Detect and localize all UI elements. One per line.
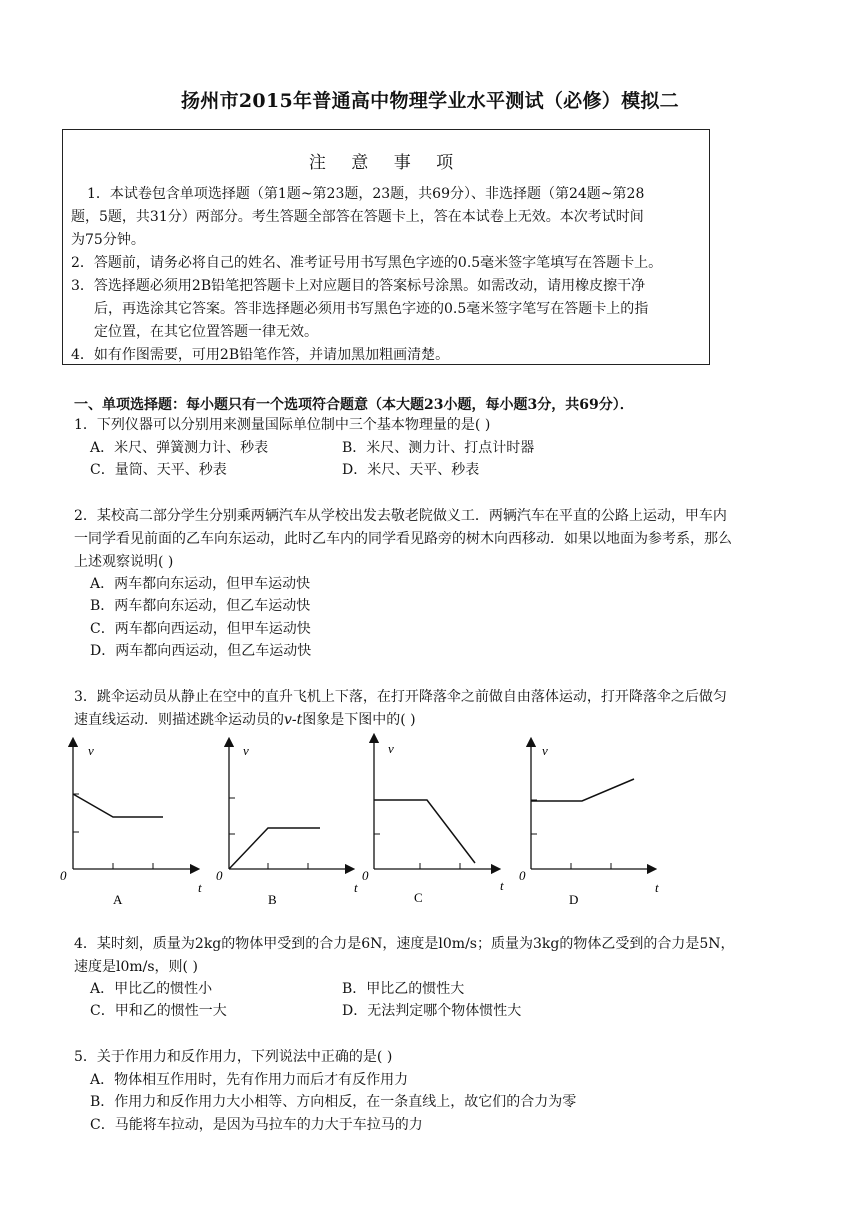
vt-line: [229, 828, 320, 869]
notice-line: 1．本试卷包含单项选择题（第1题~第23题，23题，共69分）、非选择题（第24题~第28: [87, 186, 645, 202]
question-5-option-b: B．作用力和反作用力大小相等、方向相反，在一条直线上，故它们的合力为零: [90, 1094, 577, 1110]
page-title: 扬州市2015年普通高中物理学业水平测试（必修）模拟二: [181, 90, 679, 112]
question-2-option-b: B．两车都向东运动，但乙车运动快: [90, 598, 311, 614]
graph-c: [362, 738, 504, 905]
notice-line: 为75分钟。: [71, 232, 145, 248]
question-1-option-a: A．米尺、弹簧测力计、秒表: [90, 440, 269, 456]
vt-line: [374, 800, 475, 863]
section-heading: 一、单项选择题：每小题只有一个选项符合题意（本大题23小题，每小题3分，共69分）．: [74, 397, 634, 413]
question-2-stem: 2．某校高二部分学生分别乘两辆汽车从学校出发去敬老院做义工．两辆汽车在平直的公路上运动，甲车内: [74, 508, 727, 524]
question-3-stem: 3．跳伞运动员从静止在空中的直升飞机上下落，在打开降落伞之前做自由落体运动，打开降落伞之后做匀: [74, 689, 727, 705]
v-label: v: [388, 741, 394, 756]
stem-text: 速直线运动．则描述跳伞运动员的: [74, 712, 284, 728]
question-1-option-c: C．量筒、天平、秒表: [90, 462, 227, 478]
origin-label: 0: [216, 868, 223, 883]
origin-label: 0: [362, 868, 369, 883]
question-2-stem: 一同学看见前面的乙车向东运动，此时乙车内的同学看见路旁的树木向西移动．如果以地面为参考系，那么: [74, 531, 732, 547]
stem-variable: v-t: [284, 712, 303, 728]
t-label: t: [198, 880, 202, 895]
question-1-option-d: D．米尺、天平、秒表: [342, 462, 480, 478]
question-4-stem: 4．某时刻，质量为2kg的物体甲受到的合力是6N，速度是l0m/s；质量为3kg的物体乙受到的合力是5N，: [74, 936, 735, 952]
question-2-option-c: C．两车都向西运动，但甲车运动快: [90, 621, 311, 637]
notice-line: 2．答题前，请务必将自己的姓名、准考证号用书写黑色字迹的0.5毫米签字笔填写在答题卡上。: [71, 255, 663, 271]
v-label: v: [88, 743, 94, 758]
notice-line: 定位置，在其它位置答题一律无效。: [94, 324, 318, 340]
graph-b: [216, 742, 358, 907]
graph-d: [519, 742, 659, 907]
graph-label-c: C: [414, 890, 423, 905]
question-5-option-c: C．马能将车拉动，是因为马拉车的力大于车拉马的力: [90, 1117, 423, 1133]
notice-line: 后，再选涂其它答案。答非选择题必须用书写黑色字迹的0.5毫米签字笔写在答题卡上的指: [94, 301, 649, 317]
question-1-stem: 1．下列仪器可以分别用来测量国际单位制中三个基本物理量的是( ): [74, 417, 491, 433]
question-2-stem: 上述观察说明( ): [74, 554, 174, 570]
question-4-option-c: C．甲和乙的惯性一大: [90, 1003, 227, 1019]
graph-label-a: A: [113, 892, 123, 907]
question-4-option-b: B．甲比乙的惯性大: [342, 981, 465, 997]
notice-heading: 注 意 事 项: [308, 153, 464, 173]
v-label: v: [243, 743, 249, 758]
question-5-stem: 5．关于作用力和反作用力，下列说法中正确的是( ): [74, 1049, 393, 1065]
question-1-option-b: B．米尺、测力计、打点计时器: [342, 440, 535, 456]
t-label: t: [655, 880, 659, 895]
question-4-option-d: D．无法判定哪个物体惯性大: [342, 1003, 522, 1019]
vt-line: [531, 779, 634, 801]
question-4-option-a: A．甲比乙的惯性小: [90, 981, 213, 997]
v-label: v: [542, 743, 548, 758]
question-4-stem: 速度是l0m/s，则( ): [74, 959, 198, 975]
vt-line: [73, 794, 163, 817]
stem-text: 图象是下图中的( ): [302, 712, 416, 728]
question-2-option-d: D．两车都向西运动，但乙车运动快: [90, 643, 312, 659]
t-label: t: [500, 878, 504, 893]
origin-label: 0: [519, 868, 526, 883]
t-label: t: [354, 880, 358, 895]
vt-graphs: [0, 730, 860, 910]
graph-a: [60, 742, 202, 907]
question-2-option-a: A．两车都向东运动，但甲车运动快: [90, 576, 311, 592]
graph-label-b: B: [268, 892, 277, 907]
notice-line: 题，5题，共31分）两部分。考生答题全部答在答题卡上，答在本试卷上无效。本次考试时间: [71, 209, 644, 225]
origin-label: 0: [60, 868, 67, 883]
question-3-stem: [74, 709, 416, 731]
graph-label-d: D: [569, 892, 579, 907]
notice-line: 4．如有作图需要，可用2B铅笔作答，并请加黑加粗画清楚。: [71, 347, 450, 363]
question-5-option-a: A．物体相互作用时，先有作用力而后才有反作用力: [90, 1072, 409, 1088]
notice-line: 3．答选择题必须用2B铅笔把答题卡上对应题目的答案标号涂黑。如需改动，请用橡皮擦干净: [71, 278, 646, 294]
